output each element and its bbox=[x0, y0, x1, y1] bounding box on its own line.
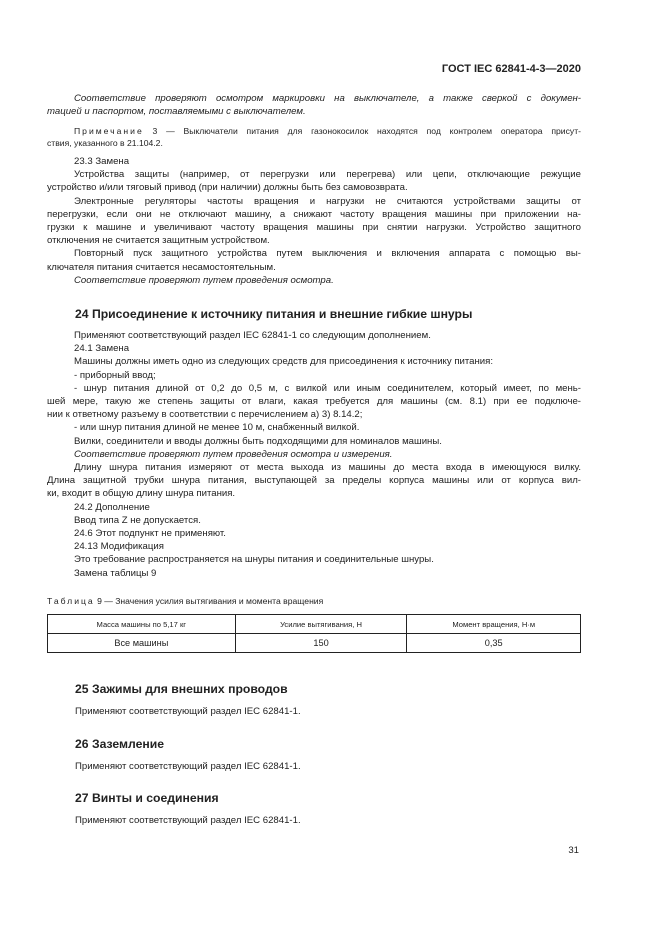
text-line: Длина защитной трубки шнура питания, выступающей за пределы корпуса машины или от корпуса вил- bbox=[47, 475, 581, 487]
table-label: Таблица bbox=[47, 596, 95, 606]
list-item: нии к ответному разъему в соответствии с перечислением а) 3) 8.14.2; bbox=[47, 409, 363, 421]
text-line: ки, входит в общую длину шнура питания. bbox=[47, 488, 236, 500]
subsection-title: 23.3 Замена bbox=[74, 156, 130, 167]
section-heading-27: 27 Винты и соединения bbox=[75, 791, 219, 805]
text-line: тацией и паспортом, поставляемыми с выключателем. bbox=[47, 106, 306, 118]
list-item: - приборный ввод; bbox=[74, 369, 156, 381]
text-line: Повторный пуск защитного устройства путем выключения и включения аппарата с помощью вы- bbox=[74, 248, 581, 260]
text-line: ключателя питания считается несамостоятельным. bbox=[47, 261, 276, 273]
note-label: Примечание bbox=[74, 126, 144, 136]
text-line: Вилки, соединители и вводы должны быть подходящими для номиналов машины. bbox=[74, 435, 442, 447]
table-header-row bbox=[48, 615, 581, 634]
text-line: Замена таблицы 9 bbox=[74, 567, 157, 579]
text-line: Ввод типа Z не допускается. bbox=[74, 514, 201, 526]
table-row bbox=[48, 634, 581, 653]
note-line: Примечание 3 — Выключатели питания для газонокосилок находятся под контролем оператора присут- bbox=[74, 126, 581, 136]
list-item: - или шнур питания длиной не менее 10 м, снабженный вилкой. bbox=[74, 422, 360, 434]
section-25-text: Применяют соответствующий раздел IEC 62841-1. bbox=[75, 706, 301, 717]
text-line: Электронные регуляторы частоты вращения и нагрузки не считаются устройствами защиты от bbox=[74, 195, 581, 207]
text-line: 24.6 Этот подпункт не применяют. bbox=[74, 528, 226, 540]
table-cell: Все машины bbox=[48, 634, 236, 653]
subsection-title: 24.1 Замена bbox=[74, 343, 130, 355]
table-caption: Таблица 9 — Значения усилия вытягивания и момента вращения bbox=[47, 596, 324, 606]
section-heading-24: 24 Присоединение к источнику питания и внешние гибкие шнуры bbox=[75, 307, 473, 321]
note-line: ствия, указанного в 21.104.2. bbox=[47, 138, 163, 148]
document-header: ГОСТ IEC 62841-4-3—2020 bbox=[441, 63, 581, 75]
section-26-text: Применяют соответствующий раздел IEC 62841-1. bbox=[75, 761, 301, 772]
section-24-body bbox=[47, 329, 581, 580]
table-9 bbox=[47, 614, 581, 653]
list-item: шей мере, такую же степень защиты от влаги, какая требуется для машины (см. 8.1) при ее подключе- bbox=[47, 396, 581, 408]
section-heading-26: 26 Заземление bbox=[75, 737, 165, 751]
text-line: Устройства защиты (например, от перегрузки или перегрева) или цепи, отключающие режущие bbox=[74, 169, 581, 181]
text-line: Соответствие проверяют путем проведения осмотра и измерения. bbox=[74, 448, 393, 460]
section-23-3 bbox=[47, 155, 581, 287]
table-header-cell: Масса машины по 5,17 кг bbox=[48, 615, 236, 634]
text-line: Соответствие проверяют осмотром маркировки на выключателе, а также сверкой с докумен- bbox=[74, 93, 581, 104]
table-cell: 150 bbox=[235, 634, 407, 653]
text-line: грузки к машине и увеличивают частоту вращения машины при снятии нагрузки. Устройство защитного bbox=[47, 222, 581, 234]
section-27-text: Применяют соответствующий раздел IEC 62841-1. bbox=[75, 815, 301, 826]
page-number: 31 bbox=[568, 845, 579, 856]
section-heading-25: 25 Зажимы для внешних проводов bbox=[75, 682, 288, 696]
compliance-paragraph bbox=[47, 92, 581, 118]
text-line: Это требование распространяется на шнуры питания и соединительные шнуры. bbox=[74, 554, 434, 566]
text-line: Применяют соответствующий раздел IEC 62841-1 со следующим дополнением. bbox=[74, 330, 431, 341]
text-line: Машины должны иметь одно из следующих средств для присоединения к источнику питания: bbox=[74, 356, 494, 368]
list-item: - шнур питания длиной от 0,2 до 0,5 м, с вилкой или иным соединителем, который имеет, по мень- bbox=[74, 382, 581, 394]
text-line: отключения не считается защитным устройством. bbox=[47, 235, 270, 247]
text-line: Соответствие проверяют путем проведения осмотра. bbox=[74, 274, 334, 286]
text-line: перегрузки, если они не отключают машину, а снижают частоту вращения машины при приложении на- bbox=[47, 208, 581, 220]
table-header-cell: Момент вращения, Н·м bbox=[407, 615, 581, 634]
table-header-cell: Усилие вытягивания, Н bbox=[235, 615, 407, 634]
note-3 bbox=[47, 125, 581, 149]
subsection-title: 24.13 Модификация bbox=[74, 541, 164, 553]
subsection-title: 24.2 Дополнение bbox=[74, 501, 150, 513]
text-line: Длину шнура питания измеряют от места выхода из машины до места входа в имеющуюся вилку. bbox=[74, 462, 581, 474]
text-line: устройство и/или тяговый привод (при наличии) должны быть без самовозврата. bbox=[47, 182, 408, 194]
table-cell: 0,35 bbox=[407, 634, 581, 653]
